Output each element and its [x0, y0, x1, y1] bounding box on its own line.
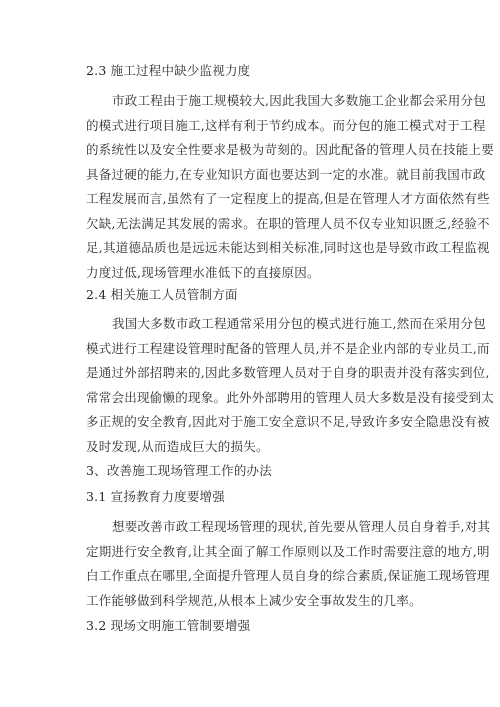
paragraph-line: 多正规的安全教育,因此对于施工安全意识不足,导致许多安全隐患没有被 — [86, 414, 490, 429]
section-heading-2-3: 2.3 施工过程中缺少监视力度 — [86, 63, 251, 78]
paragraph-line: 想要改善市政工程现场管理的现状,首先要从管理人员自身着手,对其 — [112, 519, 491, 534]
paragraph-line: 具备过硬的能力,在专业知识方面也要达到一定的水准。就目前我国市政 — [86, 166, 486, 182]
section-paragraph-2-4 — [86, 312, 495, 459]
section-paragraph-3-1 — [86, 515, 491, 613]
paragraph-line: 定期进行安全教育,让其全面了解工作原则以及工作时需要注意的地方,明 — [86, 543, 490, 559]
section-heading-3: 3、改善施工现场管理工作的办法 — [86, 463, 272, 478]
paragraph-line: 足,其道德品质也是远远未能达到相关标准,同时这也是导致市政工程监视 — [86, 240, 490, 255]
section-heading-3-2: 3.2 现场文明施工管制要增强 — [86, 618, 251, 633]
paragraph-line: 工程发展而言,虽然有了一定程度上的提高,但是在管理人才方面依然有些 — [86, 191, 490, 206]
paragraph-line: 的系统性以及安全性要求是极为苛刻的。因此配备的管理人员在技能上要 — [86, 142, 495, 157]
paragraph-line: 市政工程由于施工规模较大,因此我国大多数施工企业都会采用分包 — [112, 93, 486, 108]
paragraph-line: 常常会出现偷懒的现象。此外外部聘用的管理人员大多数是没有接受到太 — [86, 389, 495, 405]
paragraph-line: 我国大多数市政工程通常采用分包的模式进行施工,然而在采用分包 — [112, 316, 486, 331]
paragraph-line: 及时发现,从而造成巨大的损失。 — [86, 438, 269, 454]
section-heading-2-4: 2.4 相关施工人员管制方面 — [86, 287, 238, 302]
paragraph-line: 力度过低,现场管理水准低下的直接原因。 — [86, 264, 320, 280]
section-heading-3-1: 3.1 宣扬教育力度要增强 — [86, 489, 225, 504]
paragraph-line: 白工作重点在哪里,全面提升管理人员自身的综合素质,保证施工现场管理 — [86, 568, 490, 583]
paragraph-line: 的模式进行项目施工,这样有利于节约成本。而分包的施工模式对于工程 — [86, 117, 486, 133]
paragraph-line: 是通过外部招聘来的,因此多数管理人员对于自身的职责并没有落实到位, — [86, 365, 490, 380]
paragraph-line: 工作能够做到科学规范,从根本上减少安全事故发生的几率。 — [86, 592, 422, 608]
section-paragraph-2-3 — [86, 89, 495, 285]
paragraph-line: 模式进行工程建设管理时配备的管理人员,并不是企业内部的专业员工,而 — [86, 340, 490, 356]
paragraph-line: 欠缺,无法满足其发展的需求。在职的管理人员不仅专业知识匮乏,经验不 — [86, 215, 490, 231]
